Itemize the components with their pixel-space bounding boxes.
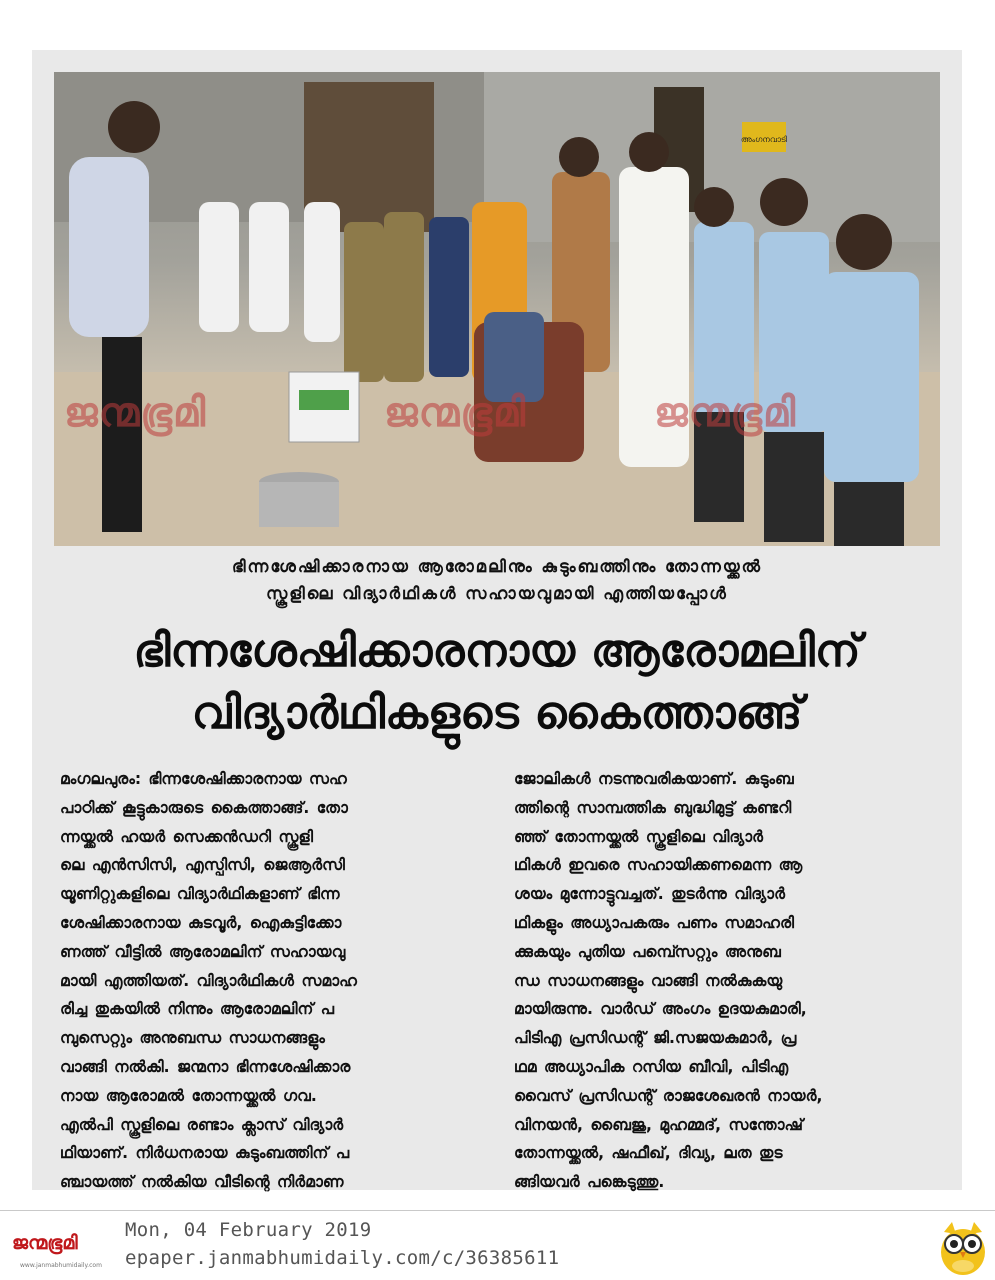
- watermark: ജന്മഭൂമി: [384, 390, 527, 436]
- article-line: ഥിയാണ്. നിർധനരായ കുടുംബത്തിന് പ: [60, 1144, 350, 1163]
- article-line: പാഠിക്ക് കൂട്ടുകാരുടെ കൈത്താങ്ങ്. തോ: [60, 798, 348, 817]
- photo-caption: [54, 553, 940, 607]
- article-line: വിനയൻ, ബൈജു, മുഹമ്മദ്, സന്തോഷ്: [514, 1115, 803, 1134]
- article-line: ന്നയ്ക്കൽ ഹയർ സെക്കൻഡറി സ്കൂളി: [60, 827, 313, 846]
- article-line: ഥമ അധ്യാപിക റസിയ ബീവി, പിടിഎ: [514, 1057, 789, 1076]
- photo-illustration: [54, 72, 940, 546]
- article-line: ണത്ത് വീട്ടിൽ ആരോമലിന് സഹായവു: [60, 942, 346, 961]
- article-line: പിടിഎ പ്രസിഡന്റ് ജി.സജയകുമാർ, പ്ര: [514, 1029, 797, 1048]
- article-line: മായി എത്തിയത്. വിദ്യാർഥികൾ സമാഹ: [60, 971, 358, 990]
- headline-line: ഭിന്നശേഷിക്കാരനായ ആരോമലിന്: [133, 624, 861, 677]
- article-line: ഥികളും അധ്യാപകരും പണം സമാഹരി: [514, 913, 794, 932]
- newspaper-logo[interactable]: ജന്മഭൂമി: [12, 1232, 78, 1254]
- article-line: വൈസ് പ്രസിഡന്റ് രാജശേഖരൻ നായർ,: [514, 1086, 823, 1105]
- article-line: ശേഷിക്കാരനായ കുടവൂർ, ഐകുട്ടിക്കോ: [60, 913, 342, 932]
- article-line: ക്കുകയും പുതിയ പമ്പ്സെറ്റും അനുബ: [514, 942, 781, 961]
- article-column-left: [60, 765, 470, 1197]
- footer-divider: [0, 1210, 995, 1211]
- article-line: ങ്ങിയവർ പങ്കെടുത്തു.: [514, 1173, 665, 1192]
- logo-subtext: www.janmabhumidaily.com: [20, 1262, 102, 1269]
- headline-line: വിദ്യാർഥികളുടെ കൈത്താങ്ങ്: [191, 686, 803, 739]
- article-line: വാങ്ങി നൽകി. ജന്മനാ ഭിന്നശേഷിക്കാര: [60, 1057, 351, 1076]
- article-line: ഥികൾ ഇവരെ സഹായിക്കണമെന്ന ആ: [514, 856, 803, 875]
- sign-text: അംഗനവാടി: [740, 135, 788, 144]
- article-line: ന്ധ സാധനങ്ങളും വാങ്ങി നൽകുകയു: [514, 971, 783, 990]
- edition-date: Mon, 04 February 2019: [125, 1219, 372, 1241]
- watermark: ജന്മഭൂമി: [654, 390, 797, 436]
- article-line: മ്പുസെറ്റും അനുബന്ധ സാധനങ്ങളും: [60, 1029, 325, 1048]
- owl-icon: [938, 1218, 988, 1276]
- headline: [54, 620, 940, 744]
- article-line: തോന്നയ്ക്കൽ, ഷഫീഖ്, ദിവ്യ, ലത തുട: [514, 1144, 783, 1163]
- article-line: ലെ എൻസിസി, എസ്പിസി, ജെആർസി: [60, 856, 345, 875]
- article-line: ശയം മുന്നോട്ടുവച്ചത്. തുടർന്നു വിദ്യാർ: [514, 885, 785, 904]
- caption-line: സ്കൂളിലെ വിദ്യാർഥികൾ സഹായവുമായി എത്തിയപ്പോൾ: [266, 584, 728, 603]
- caption-line: ഭിന്നശേഷിക്കാരനായ ആരോമലിനും കുടുംബത്തിനും തോന്നയ്ക്കൽ: [231, 557, 763, 576]
- article-line: ഞ്ഞ് തോന്നയ്ക്കൽ സ്കൂളിലെ വിദ്യാർ: [514, 827, 764, 846]
- article-line: എൽപി സ്കൂളിലെ രണ്ടാം ക്ലാസ് വിദ്യാർ: [60, 1115, 344, 1134]
- watermark: ജന്മഭൂമി: [64, 390, 207, 436]
- article-line: ത്തിന്റെ സാമ്പത്തിക ബുദ്ധിമുട്ട് കണ്ടറി: [514, 798, 792, 817]
- epaper-url[interactable]: epaper.janmabhumidaily.com/c/36385611: [125, 1247, 560, 1269]
- article-line: മായിരുന്നു. വാർഡ് അംഗം ഉദയകുമാരി,: [514, 1000, 807, 1019]
- article-line: രിച്ച തുകയിൽ നിന്നും ആരോമലിന് പ: [60, 1000, 335, 1019]
- article-column-right: [514, 765, 924, 1197]
- newspaper-clipping: [32, 50, 962, 1190]
- article-line: ജോലികൾ നടന്നുവരികയാണ്. കുടുംബ: [514, 770, 794, 788]
- news-photo: [54, 72, 940, 546]
- article-line: യൂണിറ്റുകളിലെ വിദ്യാർഥികളാണ് ഭിന്ന: [60, 885, 340, 904]
- article-line: ഞ്ചായത്ത് നൽകിയ വീടിന്റെ നിർമാണ: [60, 1173, 344, 1192]
- article-line: മംഗലപുരം: ഭിന്നശേഷിക്കാരനായ സഹ: [60, 770, 347, 788]
- article-line: നായ ആരോമൽ തോന്നയ്ക്കൽ ഗവ.: [60, 1086, 317, 1105]
